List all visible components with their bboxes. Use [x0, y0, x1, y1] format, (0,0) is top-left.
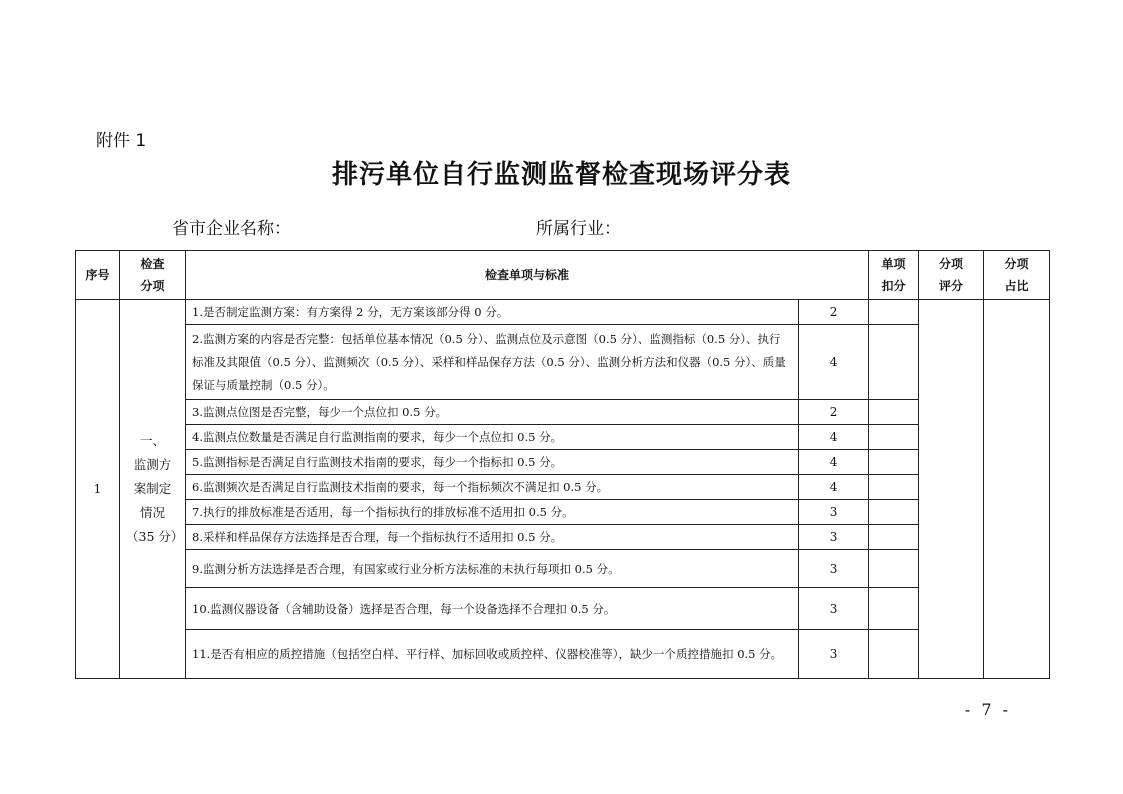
deduct-cell[interactable] — [869, 630, 919, 679]
item-score: 4 — [799, 475, 869, 500]
category-line: 案制定 — [133, 481, 172, 496]
deduct-cell[interactable] — [869, 425, 919, 450]
header-category-line2: 分项 — [140, 279, 165, 293]
section-ratio-cell[interactable] — [984, 300, 1050, 679]
category-line: 监测方 — [133, 457, 172, 472]
table-row — [76, 425, 1050, 450]
header-score — [919, 251, 984, 300]
item-text: 2.监测方案的内容是否完整：包括单位基本情况（0.5 分）、监测点位及示意图（0.5 分）、监测指标（0.5 分）、执行标准及其限值（0.5 分）、监测频次（0.5 分）、采样和样品保存方法（0.5 分）、监测分析方法和仪器（0.5 分）、质量保证与质量控制（0.5 分）。 — [186, 325, 799, 400]
header-ratio-line2: 占比 — [1004, 279, 1029, 293]
header-deduct — [869, 251, 919, 300]
item-text: 4.监测点位数量是否满足自行监测指南的要求，每少一个点位扣 0.5 分。 — [186, 425, 799, 450]
table-row — [76, 550, 1050, 588]
attachment-label: 附件 1 — [96, 131, 147, 151]
item-text: 1.是否制定监测方案：有方案得 2 分，无方案该部分得 0 分。 — [186, 300, 799, 325]
item-text: 8.采样和样品保存方法选择是否合理，每一个指标执行不适用扣 0.5 分。 — [186, 525, 799, 550]
header-ratio-line1: 分项 — [1004, 257, 1029, 271]
category-line: （35 分） — [126, 529, 184, 544]
item-score: 4 — [799, 325, 869, 400]
table-row — [76, 588, 1050, 630]
deduct-cell[interactable] — [869, 450, 919, 475]
header-score-line1: 分项 — [939, 257, 964, 271]
deduct-cell[interactable] — [869, 588, 919, 630]
item-score: 3 — [799, 525, 869, 550]
table-row — [76, 400, 1050, 425]
header-deduct-line2: 扣分 — [881, 279, 906, 293]
item-score: 3 — [799, 500, 869, 525]
deduct-cell[interactable] — [869, 525, 919, 550]
table-row — [76, 450, 1050, 475]
deduct-cell[interactable] — [869, 400, 919, 425]
item-text: 9.监测分析方法选择是否合理，有国家或行业分析方法标准的未执行每项扣 0.5 分。 — [186, 550, 799, 588]
deduct-cell[interactable] — [869, 300, 919, 325]
item-score: 3 — [799, 588, 869, 630]
category-line: 情况 — [139, 505, 165, 520]
header-items: 检查单项与标准 — [186, 251, 869, 300]
item-score: 3 — [799, 550, 869, 588]
deduct-cell[interactable] — [869, 325, 919, 400]
category-line: 一、 — [139, 433, 165, 448]
table-row — [76, 325, 1050, 400]
header-score-line2: 评分 — [939, 279, 964, 293]
item-score: 3 — [799, 630, 869, 679]
item-score: 2 — [799, 400, 869, 425]
table-row — [76, 500, 1050, 525]
industry-label: 所属行业： — [536, 219, 621, 239]
section-score-cell[interactable] — [919, 300, 984, 679]
deduct-cell[interactable] — [869, 550, 919, 588]
deduct-cell[interactable] — [869, 475, 919, 500]
section-category — [120, 300, 186, 679]
item-text: 5.监测指标是否满足自行监测技术指南的要求，每少一个指标扣 0.5 分。 — [186, 450, 799, 475]
table-row — [76, 525, 1050, 550]
header-no: 序号 — [76, 251, 120, 300]
page-number: - 7 - — [964, 700, 1011, 719]
item-score: 2 — [799, 300, 869, 325]
item-text: 6.监测频次是否满足自行监测技术指南的要求，每一个指标频次不满足扣 0.5 分。 — [186, 475, 799, 500]
header-category-line1: 检查 — [140, 257, 165, 271]
table-row — [76, 475, 1050, 500]
item-text: 7.执行的排放标准是否适用，每一个指标执行的排放标准不适用扣 0.5 分。 — [186, 500, 799, 525]
document-title: 排污单位自行监测监督检查现场评分表 — [331, 160, 791, 190]
item-text: 11.是否有相应的质控措施（包括空白样、平行样、加标回收或质控样、仪器校准等），缺少一个质控措施扣 0.5 分。 — [186, 630, 799, 679]
header-ratio — [984, 251, 1050, 300]
header-category — [120, 251, 186, 300]
table-row — [76, 630, 1050, 679]
section-number: 1 — [76, 300, 120, 679]
item-score: 4 — [799, 450, 869, 475]
score-table — [75, 250, 1050, 679]
table-header-row — [76, 251, 1050, 300]
deduct-cell[interactable] — [869, 500, 919, 525]
item-text: 10.监测仪器设备（含辅助设备）选择是否合理，每一个设备选择不合理扣 0.5 分。 — [186, 588, 799, 630]
item-text: 3.监测点位图是否完整，每少一个点位扣 0.5 分。 — [186, 400, 799, 425]
item-score: 4 — [799, 425, 869, 450]
company-name-label: 省市企业名称： — [172, 219, 291, 239]
table-row — [76, 300, 1050, 325]
header-deduct-line1: 单项 — [881, 257, 906, 271]
